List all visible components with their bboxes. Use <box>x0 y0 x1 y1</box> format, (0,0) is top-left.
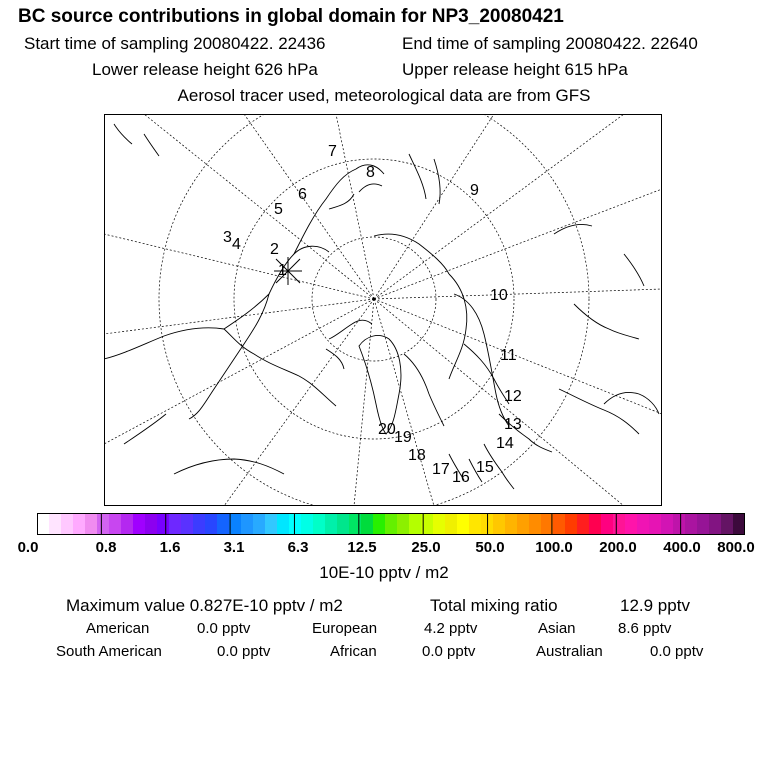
color-swatch <box>49 513 62 535</box>
region-name-australian: Australian <box>536 643 603 660</box>
scale-tick-2: 1.6 <box>159 539 181 556</box>
color-swatch <box>373 513 386 535</box>
color-swatch <box>61 513 74 535</box>
point-label-10: 10 <box>490 287 508 304</box>
color-swatch <box>169 513 182 535</box>
region-value-american: 0.0 pptv <box>197 620 251 637</box>
polar-map <box>104 114 662 506</box>
data-source-note: Aerosol tracer used, meteorological data are from GFS <box>177 86 591 105</box>
scale-tick-5: 12.5 <box>347 539 377 556</box>
point-label-4: 4 <box>232 236 241 253</box>
scale-tick-8: 100.0 <box>535 539 573 556</box>
region-value-african: 0.0 pptv <box>422 643 476 660</box>
total-mixing-value: 12.9 pptv <box>620 596 690 615</box>
color-swatch <box>493 513 506 535</box>
scale-tick-0: 0.0 <box>17 539 39 556</box>
color-swatch <box>181 513 194 535</box>
point-label-9: 9 <box>470 182 479 199</box>
color-swatch <box>229 513 242 535</box>
color-swatch <box>505 513 518 535</box>
color-swatch <box>85 513 98 535</box>
point-label-7: 7 <box>328 143 337 160</box>
color-swatch <box>625 513 638 535</box>
color-swatch <box>565 513 578 535</box>
point-label-13: 13 <box>504 416 522 433</box>
color-swatch <box>121 513 134 535</box>
region-name-south-american: South American <box>56 643 162 660</box>
color-swatch <box>685 513 698 535</box>
color-swatch <box>205 513 218 535</box>
color-swatch <box>277 513 290 535</box>
scale-tick-10: 400.0 <box>663 539 701 556</box>
color-swatch <box>589 513 602 535</box>
color-swatch <box>661 513 674 535</box>
color-swatch <box>601 513 614 535</box>
color-swatch <box>529 513 542 535</box>
scale-tick-9: 200.0 <box>599 539 637 556</box>
color-swatch <box>409 513 422 535</box>
color-swatch <box>469 513 482 535</box>
color-swatch <box>325 513 338 535</box>
region-value-european: 4.2 pptv <box>424 620 478 637</box>
point-label-5: 5 <box>274 201 283 218</box>
upper-height-label: Upper release height 615 hPa <box>402 60 628 79</box>
lower-height-label: Lower release height 626 hPa <box>92 60 318 79</box>
color-swatch <box>265 513 278 535</box>
point-label-6: 6 <box>298 186 307 203</box>
color-swatch <box>721 513 734 535</box>
point-label-12: 12 <box>504 388 522 405</box>
point-label-15: 15 <box>476 459 494 476</box>
color-swatch <box>361 513 374 535</box>
scale-tick-7: 50.0 <box>475 539 505 556</box>
start-time-label: Start time of sampling 20080422. 22436 <box>24 34 326 53</box>
color-swatch <box>337 513 350 535</box>
color-swatch <box>349 513 362 535</box>
scale-tick-11: 800.0 <box>717 539 755 556</box>
color-swatch <box>97 513 110 535</box>
color-swatch <box>37 513 50 535</box>
color-swatch <box>733 513 745 535</box>
point-label-17: 17 <box>432 461 450 478</box>
scale-tick-1: 0.8 <box>95 539 117 556</box>
color-swatch <box>301 513 314 535</box>
color-swatch <box>577 513 590 535</box>
end-time-label: End time of sampling 20080422. 22640 <box>402 34 698 53</box>
color-swatch <box>193 513 206 535</box>
point-label-2: 2 <box>270 241 279 258</box>
color-swatch <box>109 513 122 535</box>
color-swatch <box>457 513 470 535</box>
map-title: BC source contributions in global domain for NP3_20080421 <box>18 6 564 27</box>
point-label-20: 20 <box>378 421 396 438</box>
color-swatch <box>433 513 446 535</box>
color-swatch <box>289 513 302 535</box>
scale-units-label: 10E-10 pptv / m2 <box>319 563 449 582</box>
color-swatch <box>253 513 266 535</box>
color-swatch <box>637 513 650 535</box>
point-label-1: 1 <box>278 262 287 279</box>
color-swatch <box>385 513 398 535</box>
scale-tick-6: 25.0 <box>411 539 441 556</box>
max-value-label: Maximum value 0.827E-10 pptv / m2 <box>66 596 343 615</box>
point-label-18: 18 <box>408 447 426 464</box>
color-swatch <box>133 513 146 535</box>
point-label-8: 8 <box>366 164 375 181</box>
color-swatch <box>73 513 86 535</box>
color-swatch <box>445 513 458 535</box>
region-name-american: American <box>86 620 150 637</box>
color-scale-bar <box>37 513 745 535</box>
region-name-asian: Asian <box>538 620 576 637</box>
color-swatch <box>313 513 326 535</box>
point-label-14: 14 <box>496 435 514 452</box>
scale-tick-3: 3.1 <box>223 539 245 556</box>
scale-tick-4: 6.3 <box>287 539 309 556</box>
color-swatch <box>709 513 722 535</box>
total-mixing-label: Total mixing ratio <box>430 596 558 615</box>
color-swatch <box>145 513 158 535</box>
region-name-african: African <box>330 643 377 660</box>
point-label-11: 11 <box>500 347 517 364</box>
color-swatch <box>649 513 662 535</box>
region-value-asian: 8.6 pptv <box>618 620 672 637</box>
color-swatch <box>697 513 710 535</box>
color-swatch <box>157 513 170 535</box>
point-label-19: 19 <box>394 429 412 446</box>
point-label-16: 16 <box>452 469 470 486</box>
color-swatch <box>673 513 686 535</box>
point-label-3: 3 <box>223 229 232 246</box>
color-swatch <box>397 513 410 535</box>
region-value-south-american: 0.0 pptv <box>217 643 271 660</box>
region-value-australian: 0.0 pptv <box>650 643 704 660</box>
color-swatch <box>241 513 254 535</box>
color-swatch <box>553 513 566 535</box>
color-swatch <box>217 513 230 535</box>
color-swatch <box>517 513 530 535</box>
region-name-european: European <box>312 620 378 637</box>
color-swatch <box>613 513 626 535</box>
